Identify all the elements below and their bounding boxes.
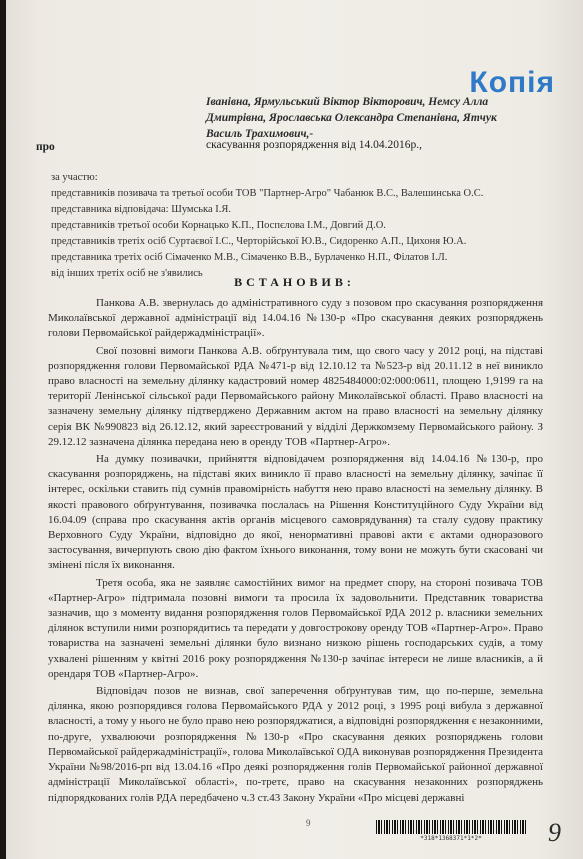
- handwritten-page-number: 9: [548, 818, 561, 847]
- participation-line: від інших третіх осіб не з'явились: [51, 268, 203, 279]
- barcode-text: *318*1368371*1*2*: [420, 835, 482, 842]
- body-paragraph: Третя особа, яка не заявляє самостійних вимог на предмет спору, на стороні позивача ТОВ «Партнер-Агро» підтримала позовні вимоги та просила їх задовольнити. Представник товариства зазначив, що з моменту видання розпорядження голов Первомайської РДА 2012 р. власники земельних ділянок вступили ними розпорядитись та передати у довгострокову оренду ТОВ «Партнер-Агро». Право товариства на зазначені земельні ділянки було визнано низкою рішень господарських судів, а тому ухвалені рішенням у квітні 2016 року розпорядження №130-р зачіпає інтереси не лише власників, а й орендаря ТОВ «Партнер-Агро».: [48, 576, 543, 680]
- body-paragraph: Панкова А.В. звернулась до адміністративного суду з позовом про скасування розпорядження Миколаївської державної адміністрації від 14.04.16 №130-р «Про скасування деяких розпоряджень голови Первомайської райдержадміністрації».: [48, 297, 543, 340]
- section-heading: ВСТАНОВИВ:: [234, 275, 355, 289]
- document-page: [6, 0, 583, 859]
- names-line: Василь Трахимович,-: [206, 128, 314, 140]
- participation-line: представників третьої особи Корнацько К.П., Поспєлова І.М., Довгий Д.О.: [51, 220, 386, 231]
- participation-line: представників третіх осіб Суртаєвої І.С., Черторійської Ю.В., Сидоренко А.П., Цихоня Ю.А.: [51, 236, 467, 247]
- copy-stamp: Копія: [469, 66, 555, 99]
- participation-line: представників позивача та третьої особи ТОВ "Партнер-Агро" Чабанюк В.С., Валешинська О.С.: [51, 188, 484, 199]
- body-paragraph: Відповідач позов не визнав, свої заперечення обґрунтував тим, що по-перше, земельна ділянка, якою розпорядився голова Первомайського РДА у 2012 році, з 1995 році вибула з державної власності, а тому у нього не було право нею розпоряджатися, а відповідні розпорядження є незаконними, по-друге, ухвалюючи розпорядження №130-р «Про скасування деяких розпоряджень голови Первомайської райдержадміністрації», голова Миколаївської ОДА виконував розпорядження Президента України №98/2016-рп від 13.04.16 «Про деякі розпорядження голів Первомайської районної державної адміністрації Миколаївської області», по-третє, право на скасування незаконних розпоряджень підпорядкованих голів РДА передбачено ч.3 ст.43 Закону України «Про місцеві державні: [48, 685, 543, 804]
- barcode-bars: [376, 820, 526, 834]
- third-parties-names: [206, 94, 556, 142]
- barcode: [376, 820, 526, 842]
- names-line: Дмитрівна, Ярославська Олександра Степанівна, Ятчук: [206, 112, 497, 124]
- participation-line: представника відповідача: Шумська І.Я.: [51, 204, 231, 215]
- body-paragraph: Свої позовні вимоги Панкова А.В. обґрунтувала тим, що свого часу у 2012 році, на підставі розпорядження голови Первомайської РДА №471-р від 12.10.12 та №523-р від 20.11.12 в неї виникло право власності на земельну ділянку кадастровий номер 4825484000:02:000:0611, площею 1,9199 га на території Ленінської сільської ради Первомайського району Миколаївської області. Право власності на зазначену земельну ділянку підтверджено Державним актом на право власності на земельну ділянку серія ВК №990823 від 26.12.12, який зареєстрований у відділі Держкомзему Первомайського району. З 29.12.12 зазначена ділянка передана нею в оренду ТОВ «Партнер-Агро».: [48, 344, 543, 448]
- document-body: [48, 296, 543, 808]
- names-line: Іванівна, Ярмульський Віктор Вікторович, Немсу Алла: [206, 96, 489, 108]
- page-number: 9: [306, 818, 311, 828]
- body-paragraph: На думку позивачки, прийняття відповідачем розпорядження від 14.04.16 №130-р, про скасування розпоряджень, на підставі яких виникло її право власності на земельну ділянку, зачіпає її інтерес, оскільки ставить під сумнів правомірність набуття нею право власності на земельну ділянку. В якості правового обґрунтування, позивачка послалась на Рішення Конституційного Суду України від 16.04.09 (справа про скасування актів органів місцевого самоврядування) та сталу судову практику Верховного Суду України, відповідно до якої, ненормативні правові акти є актами одноразового застосування, вичерпують свою дію фактом їхнього виконання, тому вони не можуть бути скасовані чи змінені після їх виконання.: [48, 453, 543, 572]
- participation-line: за участю:: [51, 172, 98, 183]
- participation-block: [51, 170, 551, 282]
- case-subject: скасування розпорядження від 14.04.2016р.,: [206, 139, 422, 151]
- pro-label: про: [36, 141, 55, 153]
- participation-line: представника третіх осіб Сімаченко М.В., Сімаченко В.В., Бурлаченко Н.П., Філатов І.Л.: [51, 252, 448, 263]
